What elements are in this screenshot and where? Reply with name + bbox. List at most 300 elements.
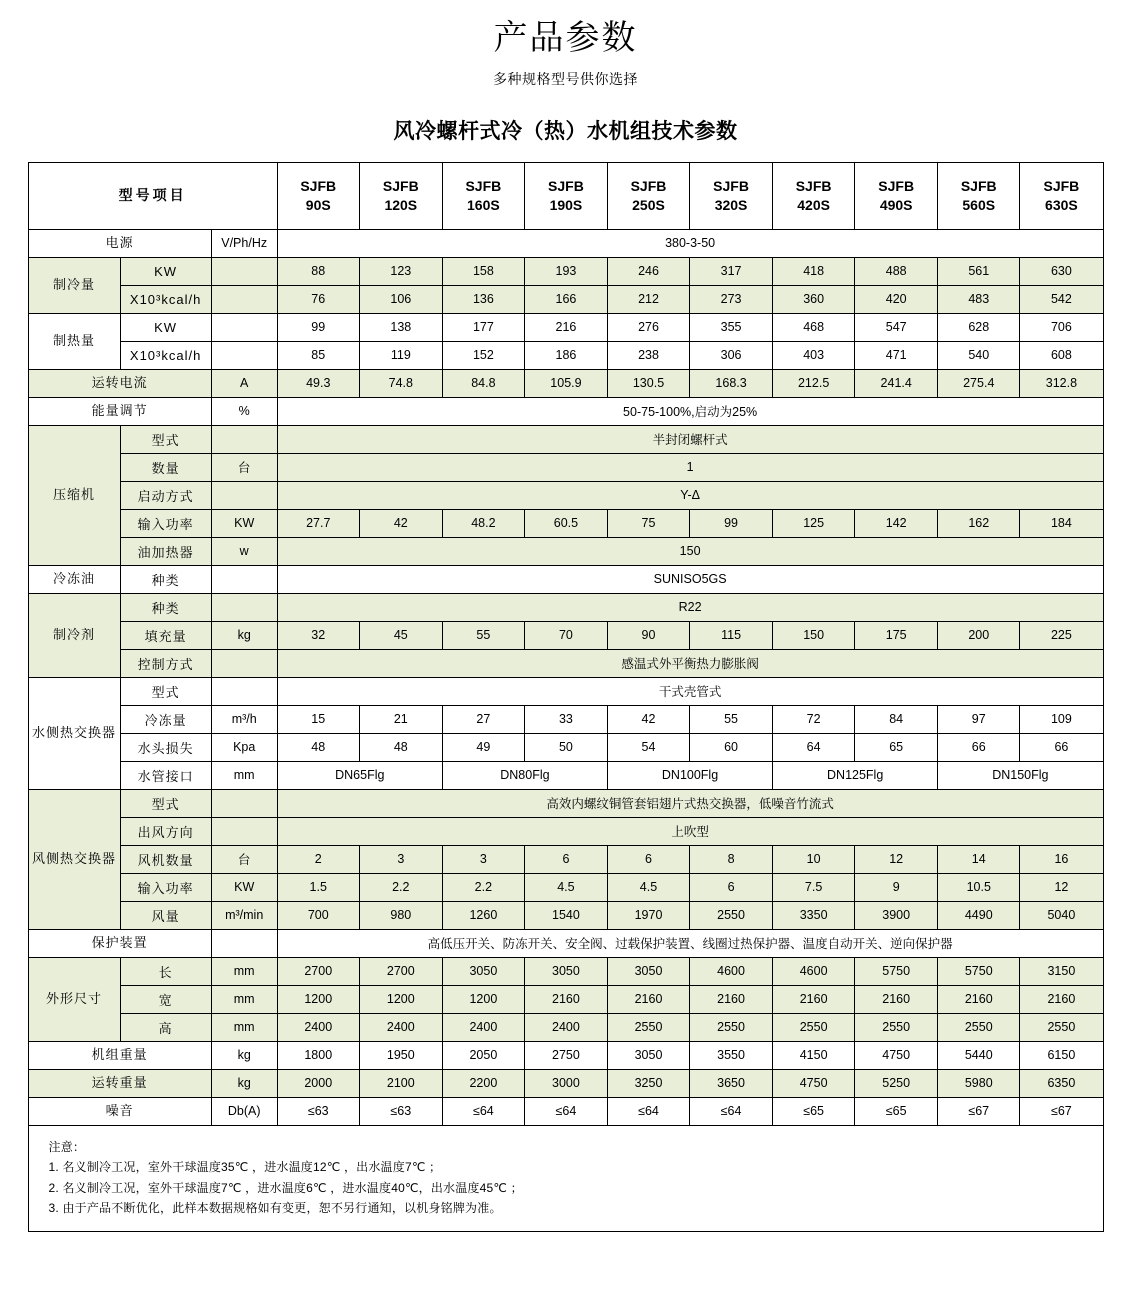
cell-value: 1540 xyxy=(524,901,607,929)
group-label-refrigerant: 制冷剂 xyxy=(28,593,120,677)
cell-value: 2550 xyxy=(690,901,773,929)
cell-value: 4750 xyxy=(773,1069,855,1097)
row-unit xyxy=(211,593,277,621)
row-compressor-type xyxy=(28,425,1103,453)
cell-value: 4150 xyxy=(773,1041,855,1069)
cell-value: DN150Flg xyxy=(938,761,1103,789)
cell-value: 33 xyxy=(524,705,607,733)
table-title: 风冷螺杆式冷（热）水机组技术参数 xyxy=(393,119,738,143)
cell-value: ≤64 xyxy=(524,1097,607,1125)
merged-value: 150 xyxy=(277,537,1103,565)
merged-value: 高效内螺纹铜管套铝翅片式热交换器，低噪音竹流式 xyxy=(277,789,1103,817)
cell-value: 193 xyxy=(524,257,607,285)
cell-value: 488 xyxy=(855,257,938,285)
cell-value: 542 xyxy=(1020,285,1103,313)
row-label: 运转电流 xyxy=(28,369,211,397)
merged-value: 半封闭螺杆式 xyxy=(277,425,1103,453)
cell-value: ≤67 xyxy=(938,1097,1020,1125)
row-unit xyxy=(211,677,277,705)
merged-value: R22 xyxy=(277,593,1103,621)
cell-value: 168.3 xyxy=(690,369,773,397)
group-label-water-heat-exchanger: 水侧热交换器 xyxy=(28,677,120,789)
cell-value: 1950 xyxy=(359,1041,442,1069)
cell-value: ≤64 xyxy=(607,1097,689,1125)
cell-value: 1260 xyxy=(442,901,524,929)
row-fan-quantity xyxy=(28,845,1103,873)
cell-value: 50 xyxy=(524,733,607,761)
cell-value: 55 xyxy=(442,621,524,649)
row-sublabel: X10³kcal/h xyxy=(120,341,211,369)
model-column-header-8 xyxy=(938,162,1020,229)
cell-value: 27.7 xyxy=(277,509,359,537)
cell-value: 99 xyxy=(277,313,359,341)
model-column-header-0 xyxy=(277,162,359,229)
row-unit: A xyxy=(211,369,277,397)
cell-value: 162 xyxy=(938,509,1020,537)
model-size: 90S xyxy=(305,196,331,213)
cell-value: 48.2 xyxy=(442,509,524,537)
cell-value: 306 xyxy=(690,341,773,369)
model-column-header-9 xyxy=(1020,162,1103,229)
row-compressor-input-power xyxy=(28,509,1103,537)
cell-value: 2160 xyxy=(938,985,1020,1013)
cell-value: 2200 xyxy=(442,1069,524,1097)
row-air-hx-type xyxy=(28,789,1103,817)
merged-value: 50-75-100%,启动为25% xyxy=(277,397,1103,425)
cell-value: 4600 xyxy=(773,957,855,985)
cell-value: 312.8 xyxy=(1020,369,1103,397)
row-unit: w xyxy=(211,537,277,565)
row-air-discharge-direction xyxy=(28,817,1103,845)
cell-value: 225 xyxy=(1020,621,1103,649)
cell-value: 6 xyxy=(524,845,607,873)
row-label: 能量调节 xyxy=(28,397,211,425)
model-brand: SJFB xyxy=(795,178,832,195)
cell-value: 1970 xyxy=(607,901,689,929)
cell-value: 125 xyxy=(773,509,855,537)
group-label-dimensions: 外形尺寸 xyxy=(28,957,120,1041)
row-sublabel: 冷冻量 xyxy=(120,705,211,733)
row-compressor-qty xyxy=(28,453,1103,481)
cell-value: 123 xyxy=(359,257,442,285)
cell-value: 2050 xyxy=(442,1041,524,1069)
cell-value: 2550 xyxy=(855,1013,938,1041)
cell-value: 1200 xyxy=(442,985,524,1013)
row-sublabel: 风机数量 xyxy=(120,845,211,873)
cell-value: 2550 xyxy=(1020,1013,1103,1041)
cell-value: 2160 xyxy=(773,985,855,1013)
cell-value: 8 xyxy=(690,845,773,873)
model-brand: SJFB xyxy=(548,178,584,195)
cell-value: 152 xyxy=(442,341,524,369)
cell-value: 64 xyxy=(773,733,855,761)
row-running-weight xyxy=(28,1069,1103,1097)
model-brand: SJFB xyxy=(465,178,502,195)
row-unit: m³/min xyxy=(211,901,277,929)
cell-value: 2160 xyxy=(690,985,773,1013)
cell-value: 3050 xyxy=(607,1041,689,1069)
cell-value: 1.5 xyxy=(277,873,359,901)
cell-value: 212.5 xyxy=(773,369,855,397)
row-sublabel: 型式 xyxy=(120,677,211,705)
merged-value: 380-3-50 xyxy=(277,229,1103,257)
row-noise xyxy=(28,1097,1103,1125)
cell-value: 1800 xyxy=(277,1041,359,1069)
cell-value: 27 xyxy=(442,705,524,733)
cell-value: ≤65 xyxy=(773,1097,855,1125)
cell-value: 2160 xyxy=(524,985,607,1013)
cell-value: 547 xyxy=(855,313,938,341)
row-heating-capacity-kcal xyxy=(28,341,1103,369)
cell-value: 2.2 xyxy=(442,873,524,901)
row-heating-capacity-kw xyxy=(28,313,1103,341)
merged-value: 感温式外平衡热力膨胀阀 xyxy=(277,649,1103,677)
cell-value: 54 xyxy=(607,733,689,761)
row-unit xyxy=(211,341,277,369)
model-size: 250S xyxy=(632,196,665,213)
row-refrigerant-control xyxy=(28,649,1103,677)
cell-value: 6 xyxy=(607,845,689,873)
model-size: 490S xyxy=(879,196,913,213)
cell-value: 2700 xyxy=(359,957,442,985)
cell-value: 186 xyxy=(524,341,607,369)
row-sublabel: 出风方向 xyxy=(120,817,211,845)
table-header-row xyxy=(28,162,1103,229)
cell-value: 136 xyxy=(442,285,524,313)
row-unit xyxy=(211,789,277,817)
row-refrigeration-oil xyxy=(28,565,1103,593)
cell-value: 5040 xyxy=(1020,901,1103,929)
row-unit: m³/h xyxy=(211,705,277,733)
cell-value: 276 xyxy=(607,313,689,341)
merged-value: 1 xyxy=(277,453,1103,481)
row-unit: kg xyxy=(211,621,277,649)
cell-value: DN100Flg xyxy=(607,761,772,789)
cell-value: 2700 xyxy=(277,957,359,985)
cell-value: 142 xyxy=(855,509,938,537)
row-fan-input-power xyxy=(28,873,1103,901)
cell-value: 2550 xyxy=(773,1013,855,1041)
cell-value: 3050 xyxy=(607,957,689,985)
row-label: 运转重量 xyxy=(28,1069,211,1097)
model-size: 560S xyxy=(962,196,996,213)
model-brand: SJFB xyxy=(713,178,749,195)
group-label-heating-capacity: 制热量 xyxy=(28,313,120,369)
cell-value: 216 xyxy=(524,313,607,341)
cell-value: 2400 xyxy=(359,1013,442,1041)
cell-value: 4.5 xyxy=(607,873,689,901)
model-brand: SJFB xyxy=(878,178,915,195)
cell-value: 2160 xyxy=(1020,985,1103,1013)
note-line-2: 2. 名义制冷工况，室外干球温度7℃ ，进水温度6℃ ，进水温度40℃，出水温度45℃ ； xyxy=(48,1180,523,1195)
row-unit: KW xyxy=(211,873,277,901)
row-sublabel: 宽 xyxy=(120,985,211,1013)
group-label-compressor: 压缩机 xyxy=(28,425,120,565)
cell-value: 5980 xyxy=(938,1069,1020,1097)
cell-value: 84 xyxy=(855,705,938,733)
cell-value: 5750 xyxy=(855,957,938,985)
row-unit: mm xyxy=(211,985,277,1013)
model-brand: SJFB xyxy=(300,178,337,195)
cell-value: 5750 xyxy=(938,957,1020,985)
cell-value: 468 xyxy=(773,313,855,341)
page-subtitle: 多种规格型号供你选择 xyxy=(493,70,638,87)
row-dimension-length xyxy=(28,957,1103,985)
cell-value: 14 xyxy=(938,845,1020,873)
cell-value: 150 xyxy=(773,621,855,649)
model-column-header-2 xyxy=(442,162,524,229)
cell-value: 200 xyxy=(938,621,1020,649)
cell-value: 2550 xyxy=(607,1013,689,1041)
row-unit: mm xyxy=(211,1013,277,1041)
cell-value: 1200 xyxy=(359,985,442,1013)
row-unit-weight xyxy=(28,1041,1103,1069)
cell-value: 184 xyxy=(1020,509,1103,537)
row-unit: Kpa xyxy=(211,733,277,761)
cell-value: 2400 xyxy=(442,1013,524,1041)
row-unit: mm xyxy=(211,957,277,985)
cell-value: 6350 xyxy=(1020,1069,1103,1097)
cell-value: 418 xyxy=(773,257,855,285)
cell-value: 55 xyxy=(690,705,773,733)
cell-value: 275.4 xyxy=(938,369,1020,397)
cell-value: 177 xyxy=(442,313,524,341)
row-oil-heater xyxy=(28,537,1103,565)
cell-value: 138 xyxy=(359,313,442,341)
row-sublabel: 长 xyxy=(120,957,211,985)
cell-value: 561 xyxy=(938,257,1020,285)
cell-value: ≤63 xyxy=(277,1097,359,1125)
cell-value: 483 xyxy=(938,285,1020,313)
spec-table xyxy=(28,162,1104,1126)
cell-value: 238 xyxy=(607,341,689,369)
row-unit: mm xyxy=(211,761,277,789)
model-brand: SJFB xyxy=(382,178,419,195)
cell-value: 9 xyxy=(855,873,938,901)
cell-value: 48 xyxy=(359,733,442,761)
cell-value: 2160 xyxy=(607,985,689,1013)
cell-value: 7.5 xyxy=(773,873,855,901)
row-unit: % xyxy=(211,397,277,425)
cell-value: 60 xyxy=(690,733,773,761)
cell-value: 90 xyxy=(607,621,689,649)
merged-value: 上吹型 xyxy=(277,817,1103,845)
row-running-current xyxy=(28,369,1103,397)
cell-value: 2 xyxy=(277,845,359,873)
row-refrigerant-charge xyxy=(28,621,1103,649)
row-sublabel: 油加热器 xyxy=(120,537,211,565)
cell-value: 60.5 xyxy=(524,509,607,537)
row-air-volume xyxy=(28,901,1103,929)
row-water-pipe-connection xyxy=(28,761,1103,789)
cell-value: 4490 xyxy=(938,901,1020,929)
cell-value: ≤64 xyxy=(442,1097,524,1125)
cell-value: 5250 xyxy=(855,1069,938,1097)
model-column-header-7 xyxy=(855,162,938,229)
cell-value: 4750 xyxy=(855,1041,938,1069)
cell-value: 84.8 xyxy=(442,369,524,397)
model-brand: SJFB xyxy=(960,178,997,195)
cell-value: 75 xyxy=(607,509,689,537)
model-column-header-5 xyxy=(690,162,773,229)
cell-value: 66 xyxy=(938,733,1020,761)
row-unit xyxy=(211,285,277,313)
cell-value: 3250 xyxy=(607,1069,689,1097)
row-sublabel: 水头损失 xyxy=(120,733,211,761)
cell-value: 10 xyxy=(773,845,855,873)
row-sublabel: 型式 xyxy=(120,425,211,453)
row-unit: 台 xyxy=(211,845,277,873)
row-unit xyxy=(211,649,277,677)
row-sublabel: 控制方式 xyxy=(120,649,211,677)
row-sublabel: X10³kcal/h xyxy=(120,285,211,313)
cell-value: 355 xyxy=(690,313,773,341)
cell-value: 105.9 xyxy=(524,369,607,397)
model-size: 190S xyxy=(549,196,583,213)
cell-value: 72 xyxy=(773,705,855,733)
cell-value: 3150 xyxy=(1020,957,1103,985)
cell-value: ≤64 xyxy=(690,1097,773,1125)
row-sublabel: 数量 xyxy=(120,453,211,481)
cell-value: 65 xyxy=(855,733,938,761)
cell-value: 212 xyxy=(607,285,689,313)
cell-value: 3050 xyxy=(442,957,524,985)
header-item-label: 型号项目 xyxy=(28,162,277,229)
cell-value: 628 xyxy=(938,313,1020,341)
merged-value: SUNISO5GS xyxy=(277,565,1103,593)
row-sublabel: 水管接口 xyxy=(120,761,211,789)
cell-value: 273 xyxy=(690,285,773,313)
model-column-header-1 xyxy=(359,162,442,229)
cell-value: 1200 xyxy=(277,985,359,1013)
model-size: 630S xyxy=(1045,196,1078,213)
row-unit xyxy=(211,817,277,845)
cell-value: 66 xyxy=(1020,733,1103,761)
cell-value: 3 xyxy=(359,845,442,873)
model-column-header-4 xyxy=(607,162,689,229)
row-sublabel: 填充量 xyxy=(120,621,211,649)
row-sublabel: 高 xyxy=(120,1013,211,1041)
row-label: 保护装置 xyxy=(28,929,211,957)
spec-table-wrapper xyxy=(28,162,1104,1126)
cell-value: 16 xyxy=(1020,845,1103,873)
cell-value: 4600 xyxy=(690,957,773,985)
cell-value: 175 xyxy=(855,621,938,649)
cell-value: 70 xyxy=(524,621,607,649)
row-unit xyxy=(211,313,277,341)
cell-value: 6 xyxy=(690,873,773,901)
model-size: 160S xyxy=(467,196,500,213)
model-column-header-3 xyxy=(524,162,607,229)
row-dimension-width xyxy=(28,985,1103,1013)
cell-value: DN65Flg xyxy=(277,761,442,789)
row-sublabel: 型式 xyxy=(120,789,211,817)
cell-value: DN125Flg xyxy=(773,761,938,789)
row-sublabel: KW xyxy=(120,257,211,285)
row-sublabel: 种类 xyxy=(120,565,211,593)
cell-value: 49.3 xyxy=(277,369,359,397)
cell-value: 2550 xyxy=(938,1013,1020,1041)
row-label: 噪音 xyxy=(28,1097,211,1125)
cell-value: 706 xyxy=(1020,313,1103,341)
cell-value: 42 xyxy=(607,705,689,733)
row-water-head-loss xyxy=(28,733,1103,761)
cell-value: DN80Flg xyxy=(442,761,607,789)
row-protection-devices xyxy=(28,929,1103,957)
cell-value: 49 xyxy=(442,733,524,761)
row-dimension-height xyxy=(28,1013,1103,1041)
merged-value: 干式壳管式 xyxy=(277,677,1103,705)
cell-value: 10.5 xyxy=(938,873,1020,901)
cell-value: 3 xyxy=(442,845,524,873)
cell-value: 2750 xyxy=(524,1041,607,1069)
cell-value: 360 xyxy=(773,285,855,313)
cell-value: 3000 xyxy=(524,1069,607,1097)
cell-value: ≤67 xyxy=(1020,1097,1103,1125)
row-unit: Db(A) xyxy=(211,1097,277,1125)
row-unit xyxy=(211,481,277,509)
row-unit xyxy=(211,565,277,593)
cell-value: 403 xyxy=(773,341,855,369)
cell-value: 115 xyxy=(690,621,773,649)
group-label-cooling-capacity: 制冷量 xyxy=(28,257,120,313)
cell-value: 246 xyxy=(607,257,689,285)
row-power-supply xyxy=(28,229,1103,257)
cell-value: 3550 xyxy=(690,1041,773,1069)
model-size: 320S xyxy=(714,196,748,213)
cell-value: 6150 xyxy=(1020,1041,1103,1069)
note-line-3: 3. 由于产品不断优化，此样本数据规格如有变更，恕不另行通知，以机身铭牌为准。 xyxy=(48,1201,502,1216)
row-unit: kg xyxy=(211,1069,277,1097)
cell-value: 119 xyxy=(359,341,442,369)
cell-value: 2000 xyxy=(277,1069,359,1097)
cell-value: 540 xyxy=(938,341,1020,369)
cell-value: 420 xyxy=(855,285,938,313)
row-unit: V/Ph/Hz xyxy=(211,229,277,257)
cell-value: 700 xyxy=(277,901,359,929)
cell-value: ≤65 xyxy=(855,1097,938,1125)
cell-value: 109 xyxy=(1020,705,1103,733)
cell-value: ≤63 xyxy=(359,1097,442,1125)
cell-value: 166 xyxy=(524,285,607,313)
cell-value: 471 xyxy=(855,341,938,369)
cell-value: 99 xyxy=(690,509,773,537)
cell-value: 241.4 xyxy=(855,369,938,397)
cell-value: 5440 xyxy=(938,1041,1020,1069)
row-unit xyxy=(211,257,277,285)
cell-value: 4.5 xyxy=(524,873,607,901)
cell-value: 2400 xyxy=(524,1013,607,1041)
row-compressor-start-mode xyxy=(28,481,1103,509)
page-title: 产品参数 xyxy=(493,19,638,57)
row-unit: kg xyxy=(211,1041,277,1069)
cell-value: 76 xyxy=(277,285,359,313)
row-capacity-control xyxy=(28,397,1103,425)
cell-value: 2.2 xyxy=(359,873,442,901)
row-sublabel: 输入功率 xyxy=(120,873,211,901)
row-water-flow xyxy=(28,705,1103,733)
model-size: 420S xyxy=(797,196,830,213)
model-brand: SJFB xyxy=(630,178,667,195)
group-label-refrigeration-oil: 冷冻油 xyxy=(28,565,120,593)
row-cooling-capacity-kcal xyxy=(28,285,1103,313)
cell-value: 2160 xyxy=(855,985,938,1013)
cell-value: 48 xyxy=(277,733,359,761)
cell-value: 2400 xyxy=(277,1013,359,1041)
cell-value: 106 xyxy=(359,285,442,313)
row-unit xyxy=(211,929,277,957)
cell-value: 608 xyxy=(1020,341,1103,369)
